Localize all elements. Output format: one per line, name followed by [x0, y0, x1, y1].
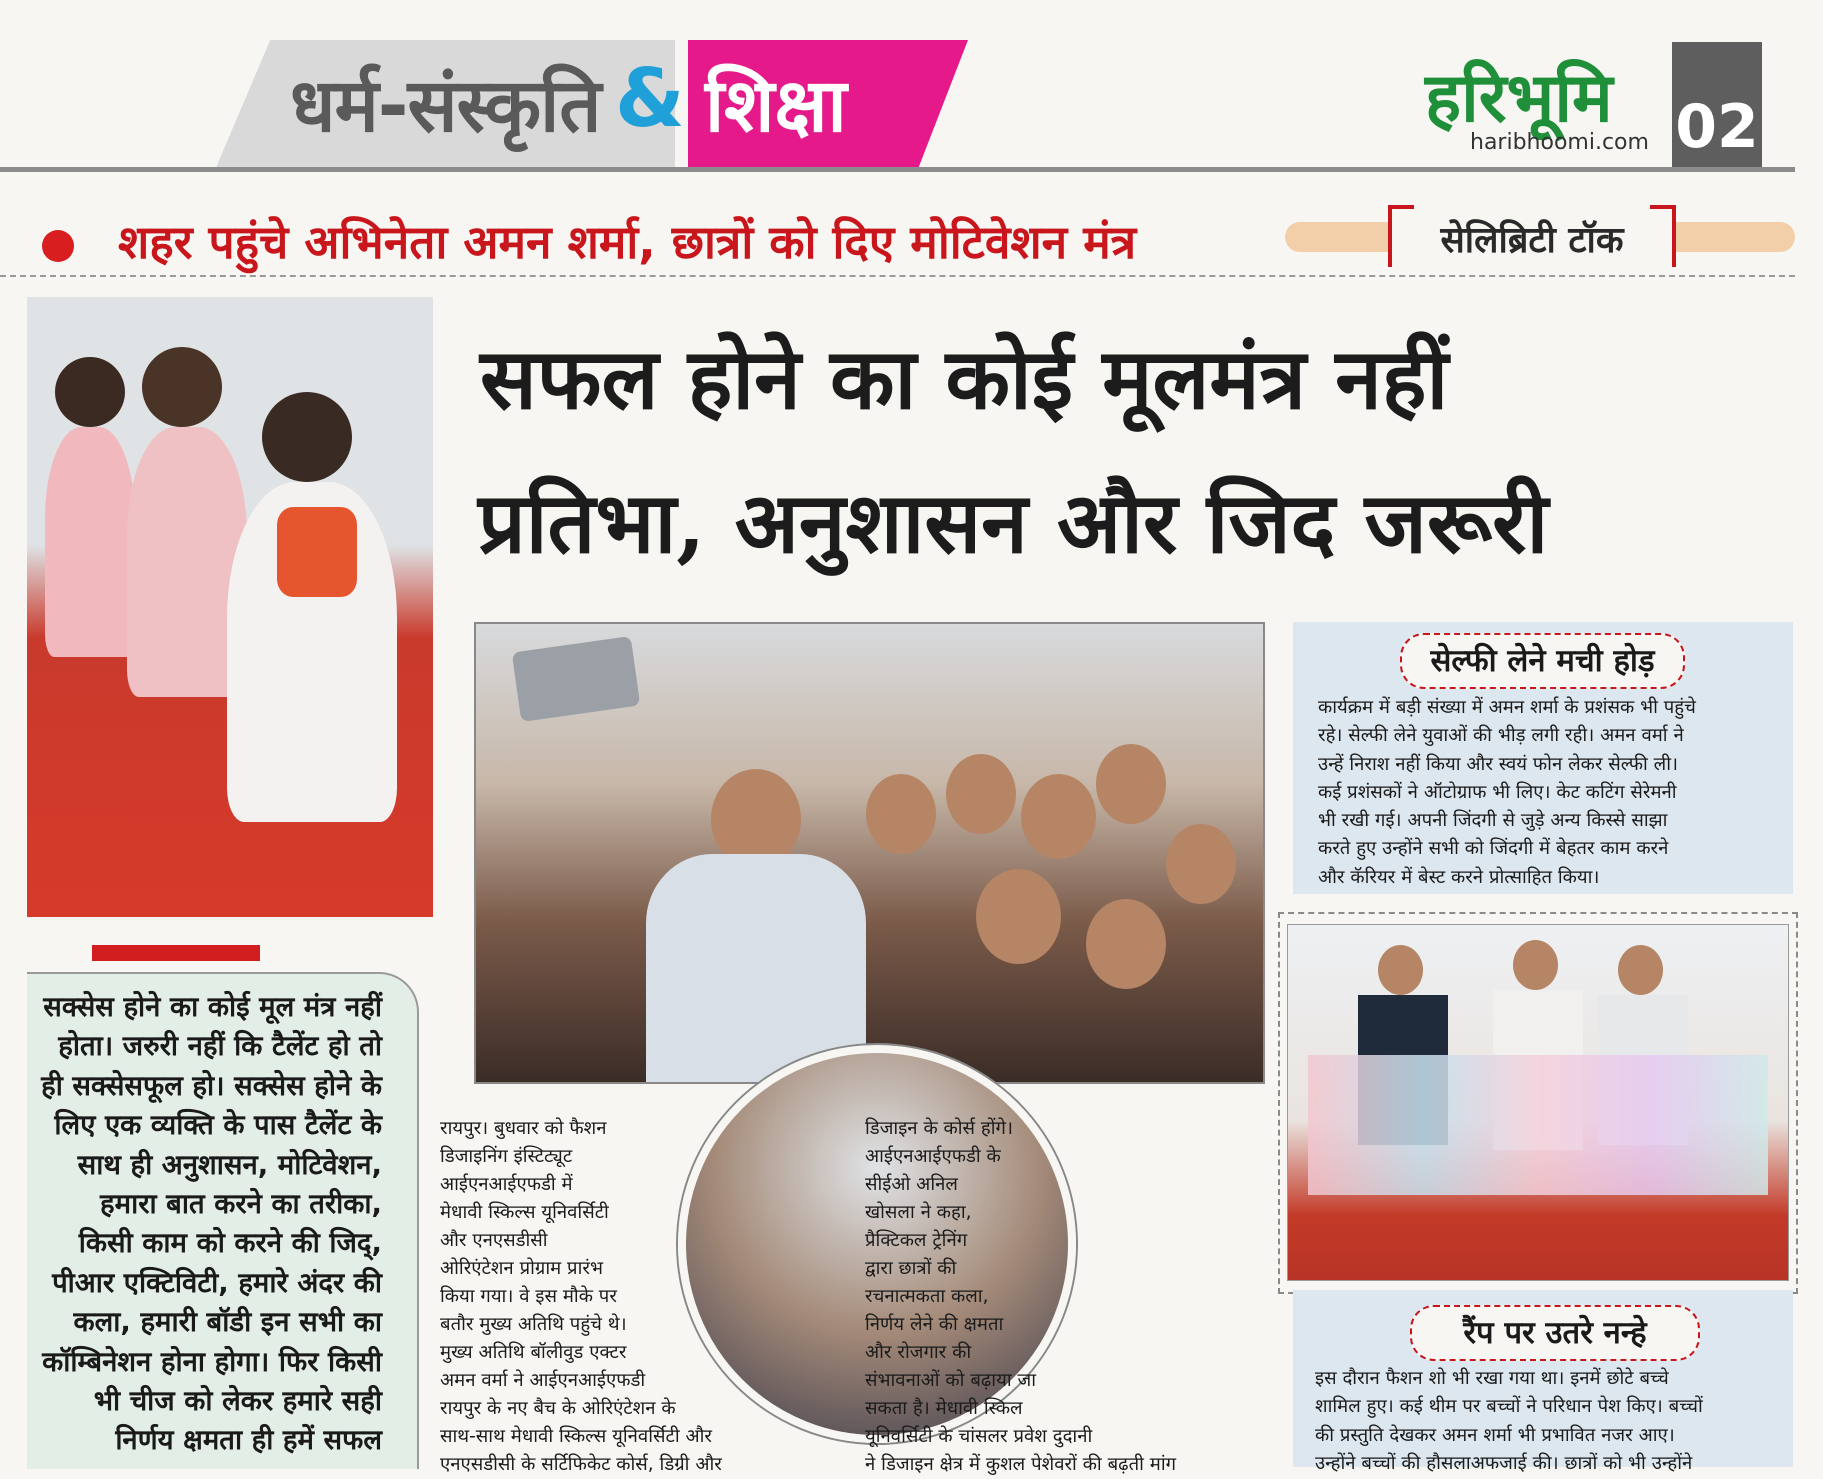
- page-number: 02: [1672, 42, 1762, 167]
- sidebar-text-line: कई प्रशंसकों ने ऑटोग्राफ भी लिए। केट कटिंग सेरेमनी: [1318, 781, 1677, 803]
- sidebar-text-line: उन्होंने बच्चों की हौसलाअफजाई की। छात्रों को भी उन्होंने: [1315, 1452, 1693, 1474]
- article-text-line: सकता है। मेधावी स्किल: [865, 1398, 1023, 1419]
- quote-accent-bar: [92, 945, 260, 961]
- article-text-line: अमन वर्मा ने आईएनआईएफडी: [440, 1370, 646, 1391]
- sidebar-text-selfie: [1318, 694, 1788, 892]
- sidebar-text-ramp: [1315, 1365, 1785, 1478]
- quote-text: सक्सेस होने का कोई मूल मंत्र नहीं होता। जरुरी नहीं कि टैलेंट हो तो ही सक्सेसफूल हो। सक्सेस होने के लिए एक व्यक्ति के पास टैलेंट के साथ ही अनुशासन, मोटिवेशन, हमारा बात करने का तरीका, किसी काम को करने की जिद्, पीआर एक्टिविटी, हमारे अंदर की कला, हमारी बॉडी इन सभी का कॉम्बिनेशन होना होगा। फिर किसी भी चीज को लेकर हमारे सही निर्णय क्षमता ही हमें सफल: [41, 991, 382, 1457]
- sidebar-text-line: कार्यक्रम में बड़ी संख्या में अमन शर्मा के प्रशंसक भी पहुंचे: [1318, 697, 1696, 718]
- article-text-line: बतौर मुख्य अतिथि पहुंचे थे।: [440, 1314, 627, 1335]
- article-text-line: आईएनआईएफडी के: [865, 1146, 1001, 1167]
- article-text-line: डिजाइन के कोर्स होंगे।: [865, 1118, 1013, 1139]
- article-text-line: और एनएसडीसी: [440, 1230, 548, 1251]
- sidebar-heading-selfie: सेल्फी लेने मची होड़: [1430, 643, 1655, 679]
- masthead-divider: [0, 167, 1795, 172]
- article-text-line: द्वारा छात्रों की: [865, 1258, 957, 1279]
- section-title-shiksha: शिक्षा: [705, 63, 847, 149]
- sidebar-heading-ramp-wrap: [1410, 1305, 1700, 1361]
- article-text-line: मेधावी स्किल्स यूनिवर्सिटी: [440, 1202, 609, 1223]
- article-text-line: ओरिएंटेशन प्रोग्राम प्रारंभ: [440, 1258, 603, 1279]
- headline-line-2: प्रतिभा, अनुशासन और जिद जरूरी: [478, 473, 1549, 572]
- headline-line-1: सफल होने का कोई मूलमंत्र नहीं: [480, 329, 1449, 428]
- sidebar-text-line: भी रखी गई। अपनी जिंदगी से जुड़े अन्य किस्से साझा: [1318, 810, 1668, 832]
- newspaper-url[interactable]: haribhoomi.com: [1470, 130, 1649, 155]
- article-text-line: सीईओ अनिल: [865, 1174, 958, 1195]
- celebrity-talk-tag: सेलिब्रिटी टॉक: [1440, 220, 1624, 261]
- kicker-divider: [0, 275, 1795, 277]
- section-title-ampersand: &: [615, 52, 685, 145]
- article-text-line: रायपुर के नए बैच के ओरिएंटेशन के: [440, 1398, 676, 1419]
- article-text-line: प्रैक्टिकल ट्रेनिंग: [865, 1230, 968, 1251]
- article-text-line: रायपुर। बुधवार को फैशन: [440, 1118, 607, 1139]
- bullet-dot-icon: [42, 230, 74, 262]
- sidebar-heading-selfie-wrap: [1400, 633, 1685, 689]
- article-text-line: खोसला ने कहा,: [865, 1202, 972, 1223]
- group-stage-photo: [1287, 924, 1789, 1281]
- article-text-line: डिजाइनिंग इंस्टिट्यूट: [440, 1146, 573, 1167]
- article-text-line: यूनिवर्सिटी के चांसलर प्रवेश दुदानी: [865, 1426, 1093, 1447]
- article-text-line: किया गया। वे इस मौके पर: [440, 1286, 617, 1307]
- article-text-line: रचनात्मकता कला,: [865, 1286, 989, 1307]
- sidebar-text-line: करते हुए उन्होंने सभी को जिंदगी में बेहतर काम करने: [1318, 838, 1669, 860]
- newspaper-logo[interactable]: हरिभूमि: [1425, 59, 1613, 138]
- sidebar-text-line: शामिल हुए। कई थीम पर बच्चों ने परिधान पेश किए। बच्चों: [1315, 1396, 1703, 1418]
- selfie-crowd-photo: [474, 622, 1265, 1084]
- article-text-line: निर्णय लेने की क्षमता: [865, 1314, 1004, 1335]
- sidebar-text-line: की प्रस्तुति देखकर अमन शर्मा भी प्रभावित नजर आए।: [1315, 1424, 1675, 1446]
- kids-ramp-photo: [27, 297, 433, 917]
- article-text-line: मुख्य अतिथि बॉलीवुड एक्टर: [440, 1342, 627, 1363]
- article-text-line: साथ-साथ मेधावी स्किल्स यूनिवर्सिटी और: [440, 1426, 712, 1447]
- article-column-1: [440, 1115, 785, 1479]
- article-text-line: एनएसडीसी के सर्टिफिकेट कोर्स, डिग्री और: [440, 1454, 722, 1475]
- article-text-line: ने डिजाइन क्षेत्र में कुशल पेशेवरों की बढ़ती मांग: [865, 1454, 1177, 1475]
- kicker-headline: शहर पहुंचे अभिनेता अमन शर्मा, छात्रों को दिए मोटिवेशन मंत्र: [118, 215, 1137, 269]
- sidebar-text-line: उन्हें निराश नहीं किया और स्वयं फोन लेकर सेल्फी ली।: [1318, 753, 1679, 775]
- sidebar-text-line: रहे। सेल्फी लेने युवाओं की भीड़ लगी रही। अमन वर्मा ने: [1318, 725, 1684, 747]
- article-text-line: आईएनआईएफडी में: [440, 1174, 573, 1195]
- section-title-dharm-sanskriti: धर्म-संस्कृति: [290, 63, 601, 149]
- article-column-2: [865, 1115, 1255, 1479]
- article-text-line: संभावनाओं को बढ़ाया जा: [865, 1370, 1037, 1391]
- sidebar-text-line: और कॅरियर में बेस्ट करने प्रोत्साहित किया।: [1318, 866, 1600, 888]
- article-text-line: और रोजगार की: [865, 1342, 972, 1363]
- sidebar-heading-ramp: रैंप पर उतरे नन्हे: [1463, 1315, 1647, 1351]
- sidebar-text-line: इस दौरान फैशन शो भी रखा गया था। इनमें छोटे बच्चे: [1315, 1368, 1669, 1389]
